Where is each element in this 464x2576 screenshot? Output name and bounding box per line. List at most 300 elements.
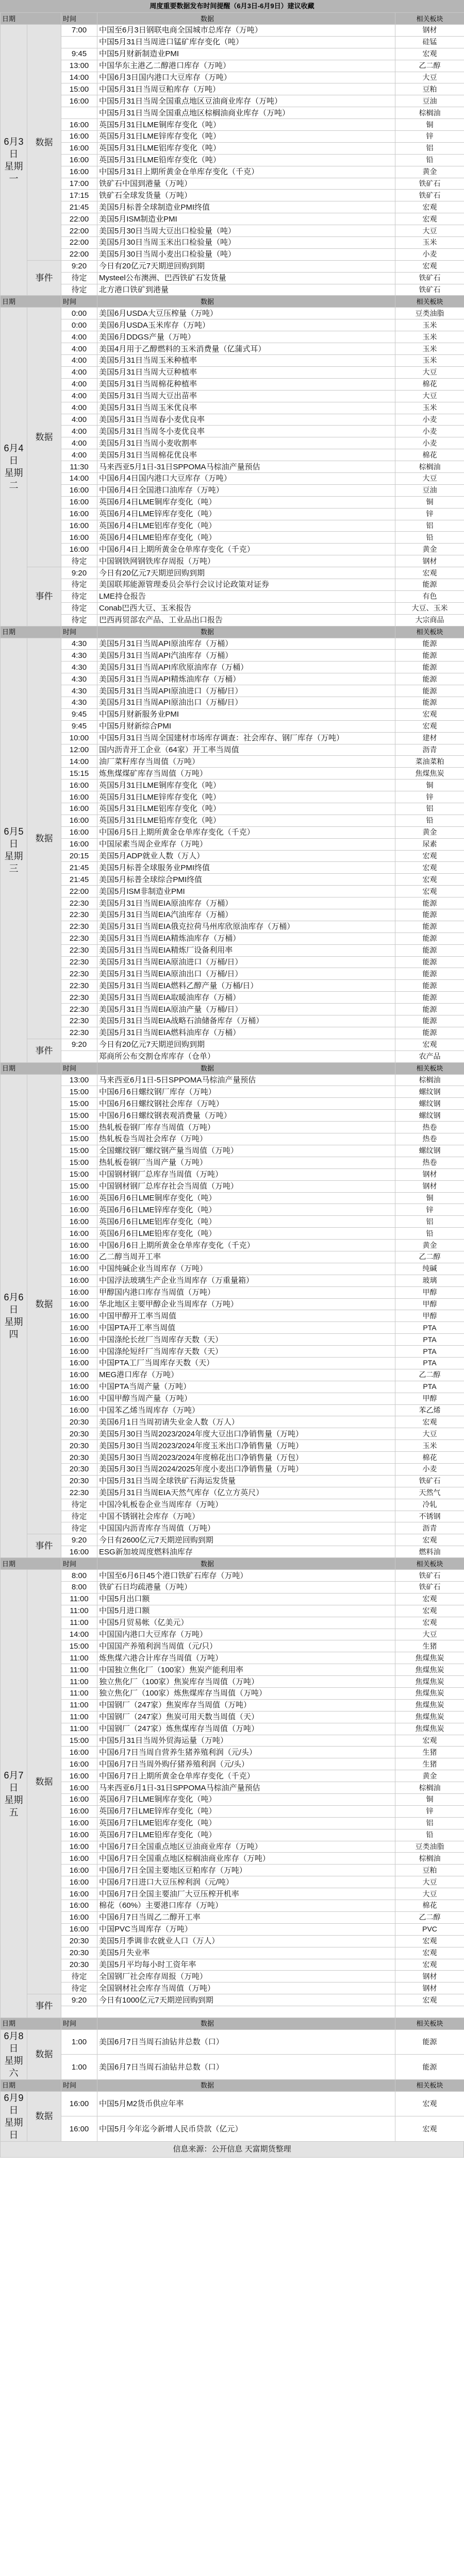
header-sector: 相关板块 <box>395 1558 464 1570</box>
table-row <box>1 1947 464 1959</box>
table-row <box>1 154 464 166</box>
release-item: 炼焦煤六港合计库存当周值（万吨） <box>97 1652 395 1664</box>
related-sector: 棕榈油 <box>395 1782 464 1794</box>
release-item: 美国联邦能源管理委员会举行会议讨论政策对证券 <box>97 579 395 590</box>
release-item: 美国6月7日当周石油钻井总数（口） <box>97 2055 395 2080</box>
release-item: 中国至6月6日45个港口铁矿石库存（万吨） <box>97 1570 395 1582</box>
table-row <box>1 319 464 331</box>
release-item: 全国钢材社会库存当周值（万吨） <box>97 1982 395 1994</box>
release-time: 9:20 <box>61 260 97 272</box>
table-row <box>1 2006 464 2018</box>
related-sector: 乙二醇 <box>395 1251 464 1263</box>
table-row <box>1 650 464 662</box>
related-sector: 大豆 <box>395 472 464 484</box>
table-row <box>1 1499 464 1511</box>
table-row <box>1 1145 464 1157</box>
release-time: 16:00 <box>61 826 97 838</box>
header-data: 数据 <box>97 2018 395 2029</box>
release-time: 16:00 <box>61 1758 97 1770</box>
related-sector: PTA <box>395 1381 464 1393</box>
release-time: 4:00 <box>61 355 97 367</box>
release-time: 14:00 <box>61 756 97 768</box>
related-sector: 锌 <box>395 791 464 803</box>
table-row <box>1 567 464 579</box>
release-item: 独立焦化厂（100家）焦炭库存当周值（万吨） <box>97 1676 395 1688</box>
header-sector: 相关板块 <box>395 296 464 308</box>
table-row <box>1 1841 464 1853</box>
table-row <box>1 142 464 154</box>
release-item: 美国5月31日当周EIA燃料乙醇产量（万桶/日） <box>97 980 395 992</box>
release-item: 英国5月31日LME锌库存变化（吨） <box>97 131 395 143</box>
related-sector: 热卷 <box>395 1122 464 1133</box>
table-row <box>1 1794 464 1806</box>
table-row <box>1 60 464 72</box>
table-row <box>1 378 464 390</box>
related-sector: 焦煤焦炭 <box>395 1676 464 1688</box>
table-row <box>1 2116 464 2142</box>
related-sector: 螺纹钢 <box>395 1110 464 1122</box>
release-time: 22:30 <box>61 992 97 1004</box>
release-item: Conab巴西大豆、玉米报告 <box>97 602 395 614</box>
release-time: 16:00 <box>61 1310 97 1322</box>
release-time: 11:30 <box>61 461 97 473</box>
related-sector: 纯碱 <box>395 1263 464 1275</box>
release-time: 16:00 <box>61 1346 97 1358</box>
table-row <box>1 532 464 544</box>
related-sector: 能源 <box>395 2029 464 2055</box>
release-item: 英国6月7日LME铜库存变化（吨） <box>97 1794 395 1806</box>
table-row <box>1 1582 464 1594</box>
table-row <box>1 1676 464 1688</box>
header-date: 日期 <box>1 296 61 308</box>
release-time: 16:00 <box>61 791 97 803</box>
release-time: 17:15 <box>61 190 97 201</box>
release-item: 美国5月31日当周EIA原油产量（万桶/日） <box>97 1004 395 1015</box>
release-item: 美国5月30日当周2023/2024年度玉米出口净销售量（万吨） <box>97 1440 395 1452</box>
table-row <box>1 95 464 107</box>
release-time: 16:00 <box>61 1853 97 1865</box>
release-time: 14:00 <box>61 72 97 83</box>
release-item: 中国涤纶短纤厂当周库存天数（天） <box>97 1346 395 1358</box>
release-item: 中国钢材钢厂总库存当周值（万吨） <box>97 1168 395 1180</box>
release-item: 中国6月6日螺纹钢社会库存（万吨） <box>97 1098 395 1110</box>
related-sector: 铝 <box>395 803 464 815</box>
release-item: 中国5月贸易帐（亿美元） <box>97 1617 395 1629</box>
release-item: 中国国产养殖利润当周值（元/只） <box>97 1640 395 1652</box>
category-cell: 数据 <box>27 1570 61 1994</box>
related-sector: 小麦 <box>395 248 464 260</box>
table-row <box>1 1440 464 1452</box>
release-time: 16:00 <box>61 1192 97 1204</box>
release-item: 中国6月7日当周乙二醇开工率 <box>97 1911 395 1923</box>
release-time: 13:00 <box>61 60 97 72</box>
release-item: 中国5月今年迄今新增人民币贷款（亿元） <box>97 2116 395 2142</box>
table-row <box>1 1888 464 1900</box>
release-item: 中国5月财新制造业PMI <box>97 48 395 60</box>
related-sector: 宏观 <box>395 213 464 225</box>
table-row <box>1 190 464 201</box>
related-sector: 苯乙烯 <box>395 1404 464 1416</box>
table-row <box>1 248 464 260</box>
release-item: 马来西亚6月1日-5日SPPOMA马棕油产量预估 <box>97 1074 395 1086</box>
release-item: 美国5月失业率 <box>97 1947 395 1959</box>
release-time: 14:00 <box>61 472 97 484</box>
related-sector: 能源 <box>395 968 464 980</box>
category-cell: 事件 <box>27 1994 61 2018</box>
release-item: 英国5月31日LME铝库存变化（吨） <box>97 803 395 815</box>
table-row <box>1 390 464 402</box>
day-weekday: 星期三 <box>4 851 23 874</box>
release-item: 美国5月31日当周玉米种植率 <box>97 355 395 367</box>
release-time: 22:30 <box>61 933 97 944</box>
table-row <box>1 897 464 909</box>
related-sector: 钢材 <box>395 1168 464 1180</box>
table-row <box>1 2029 464 2055</box>
table-row <box>1 1428 464 1440</box>
header-sector: 相关板块 <box>395 13 464 25</box>
related-sector: 能源 <box>395 697 464 708</box>
table-row <box>1 791 464 803</box>
category-cell: 事件 <box>27 260 61 296</box>
table-row <box>1 402 464 414</box>
release-item: 美国5月31日当周EIA原油出口（万桶/日） <box>97 968 395 980</box>
related-sector: 小麦 <box>395 1463 464 1475</box>
related-sector: 铁矿石 <box>395 272 464 284</box>
day-cell <box>1 25 27 296</box>
related-sector: 乙二醇 <box>395 60 464 72</box>
related-sector: 宏观 <box>395 862 464 874</box>
table-row <box>1 779 464 791</box>
release-item: 英国6月6日LME铝库存变化（吨） <box>97 1216 395 1228</box>
related-sector: 玻璃 <box>395 1275 464 1286</box>
related-sector: 焦煤焦炭 <box>395 768 464 779</box>
table-row <box>1 1688 464 1700</box>
table-row <box>1 708 464 720</box>
release-time: 16:00 <box>61 154 97 166</box>
related-sector: 宏观 <box>395 1605 464 1617</box>
release-time: 4:00 <box>61 414 97 426</box>
table-row <box>1 1770 464 1782</box>
release-time: 22:30 <box>61 1015 97 1027</box>
related-sector: 铅 <box>395 154 464 166</box>
related-sector: 能源 <box>395 673 464 685</box>
table-row <box>1 838 464 850</box>
related-sector: 宏观 <box>395 567 464 579</box>
day-weekday: 星期日 <box>4 2117 23 2140</box>
release-item: 英国5月31日LME铅库存变化（吨） <box>97 815 395 826</box>
table-row <box>1 1086 464 1098</box>
release-time: 4:00 <box>61 378 97 390</box>
header-time: 时间 <box>61 296 97 308</box>
release-time: 16:00 <box>61 1888 97 1900</box>
release-item: 美国5月31日当周API原油进口（万桶/日） <box>97 685 395 697</box>
release-time: 16:00 <box>61 131 97 143</box>
release-time: 16:00 <box>61 95 97 107</box>
release-item: 中国冷轧板卷企业当周库存（万吨） <box>97 1499 395 1511</box>
release-item: 郑商所公布交割仓库库存（仓单） <box>97 1050 395 1062</box>
release-time: 11:00 <box>61 1723 97 1735</box>
release-item: 中国钢材钢厂总库存社会当周值（万吨） <box>97 1180 395 1192</box>
table-row <box>1 1475 464 1487</box>
release-time: 待定 <box>61 1522 97 1534</box>
release-time: 16:00 <box>61 1770 97 1782</box>
table-row <box>1 1381 464 1393</box>
related-sector: 能源 <box>395 650 464 662</box>
header-sector: 相关板块 <box>395 2018 464 2029</box>
release-time: 待定 <box>61 1499 97 1511</box>
related-sector: 锌 <box>395 508 464 520</box>
release-time: 15:00 <box>61 1168 97 1180</box>
release-item: ESG新加坡周度燃料油库存 <box>97 1546 395 1558</box>
release-time: 11:00 <box>61 1605 97 1617</box>
table-row <box>1 544 464 555</box>
related-sector: 黄金 <box>395 826 464 838</box>
table-row <box>1 1204 464 1216</box>
release-time: 15:00 <box>61 1110 97 1122</box>
release-item: 全国钢厂社会库存周报（万吨） <box>97 1971 395 1982</box>
release-time: 16:00 <box>61 1263 97 1275</box>
table-row <box>1 1416 464 1428</box>
table-row <box>1 1157 464 1168</box>
related-sector: PTA <box>395 1322 464 1334</box>
related-sector: 能源 <box>395 579 464 590</box>
related-sector: 小麦 <box>395 414 464 426</box>
release-time: 4:00 <box>61 437 97 449</box>
table-row <box>1 1735 464 1747</box>
release-item: 中国独立焦化厂（100家）焦炭产能利用率 <box>97 1664 395 1676</box>
table-row <box>1 803 464 815</box>
release-time: 20:30 <box>61 1475 97 1487</box>
header-row <box>1 1558 464 1570</box>
related-sector: 甲醇 <box>395 1393 464 1404</box>
category-cell: 数据 <box>27 308 61 567</box>
table-row <box>1 1322 464 1334</box>
related-sector: 农产品 <box>395 1050 464 1062</box>
release-item: 油厂菜籽库存当周值（万吨） <box>97 756 395 768</box>
release-item: 中国PTA工厂当周库存天数（天） <box>97 1357 395 1369</box>
release-item: 美国5月31日当周玉米优良率 <box>97 402 395 414</box>
table-row <box>1 225 464 237</box>
release-item: 美国5月31日当周小麦收割率 <box>97 437 395 449</box>
release-item: 马来西亚6月1日-31日SPPOMA马棕油产量预估 <box>97 1782 395 1794</box>
related-sector: 棉花 <box>395 449 464 461</box>
release-item: 中国5月31日当周外贸海运量（万吨） <box>97 1735 395 1747</box>
table-row <box>1 1629 464 1640</box>
release-item: 中国5月31日当周全国建材市场库存调查：社会库存、钢厂库存（万吨） <box>97 732 395 744</box>
table-row <box>1 1522 464 1534</box>
related-sector: 大豆 <box>395 1888 464 1900</box>
related-sector: 宏观 <box>395 260 464 272</box>
table-row <box>1 237 464 249</box>
release-time: 16:00 <box>61 1251 97 1263</box>
release-item: 中国6月7日全国主要油厂大豆压榨开机率 <box>97 1888 395 1900</box>
related-sector: 豆油 <box>395 484 464 496</box>
release-time: 22:00 <box>61 225 97 237</box>
day-cell <box>1 2029 27 2079</box>
release-item: 美国5月31日当周API精炼油库存（万桶） <box>97 673 395 685</box>
release-item: 中国5月31日当周全球铁矿石海运发货量 <box>97 1475 395 1487</box>
related-sector: 黄金 <box>395 544 464 555</box>
release-time: 16:00 <box>61 1782 97 1794</box>
release-time: 4:30 <box>61 673 97 685</box>
table-row <box>1 1039 464 1050</box>
day-weekday: 星期一 <box>4 161 23 184</box>
release-time: 待定 <box>61 1982 97 1994</box>
related-sector: 有色 <box>395 590 464 602</box>
related-sector: 玉米 <box>395 402 464 414</box>
release-item: 美国5月30日当周2023/2024年度大豆出口净销售量（万吨） <box>97 1428 395 1440</box>
related-sector: 铁矿石 <box>395 178 464 190</box>
release-time: 16:00 <box>61 2091 97 2116</box>
related-sector: 棕榈油 <box>395 1074 464 1086</box>
release-item: 中国纯碱企业当周库存（万吨） <box>97 1263 395 1275</box>
day-date: 6月8日 <box>4 2030 24 2054</box>
release-item: 英国6月6日LME铜库存变化（吨） <box>97 1192 395 1204</box>
related-sector: 豆粕 <box>395 1865 464 1876</box>
table-row <box>1 1935 464 1947</box>
table-row <box>1 331 464 343</box>
release-item: 美国6月7日当周石油钻井总数（口） <box>97 2029 395 2055</box>
source-footer: 信息来源：公开信息 天富期货整理 <box>0 2142 464 2158</box>
table-row <box>1 590 464 602</box>
related-sector: 能源 <box>395 662 464 673</box>
release-item: 中国6月7日全国主要地区豆粕库存（万吨） <box>97 1865 395 1876</box>
category-cell: 事件 <box>27 1534 61 1558</box>
table-row <box>1 1982 464 1994</box>
release-time: 11:00 <box>61 1699 97 1711</box>
release-item: 英国6月4日LME锌库存变化（吨） <box>97 508 395 520</box>
release-time: 9:20 <box>61 1039 97 1050</box>
release-item: 中国不锈钢社会库存（万吨） <box>97 1511 395 1522</box>
table-row <box>1 166 464 178</box>
table-row <box>1 272 464 284</box>
table-row <box>1 414 464 426</box>
related-sector: 宏观 <box>395 2116 464 2142</box>
release-item: 美国5月ISM制造业PMI <box>97 213 395 225</box>
release-time: 20:15 <box>61 850 97 862</box>
release-time: 4:00 <box>61 426 97 437</box>
related-sector: 乙二醇 <box>395 1369 464 1381</box>
release-time: 4:00 <box>61 390 97 402</box>
table-row <box>1 614 464 626</box>
release-item: 英国5月31日LME锌库存变化（吨） <box>97 791 395 803</box>
release-item: 中国6月3日国内港口大豆库存（万吨） <box>97 72 395 83</box>
release-item: 美国5月30日当周2023/2024年度棉花出口净销售量（万包） <box>97 1452 395 1464</box>
release-item: 中国6月5日上期所黄金仓单库存变化（千克） <box>97 826 395 838</box>
release-time: 22:00 <box>61 237 97 249</box>
release-item: 英国6月4日LME铅库存变化（吨） <box>97 532 395 544</box>
release-time: 4:00 <box>61 449 97 461</box>
release-time: 16:00 <box>61 484 97 496</box>
related-sector: 螺纹钢 <box>395 1145 464 1157</box>
table-row <box>1 1180 464 1192</box>
table-row <box>1 1782 464 1794</box>
related-sector: 焦煤焦炭 <box>395 1664 464 1676</box>
header-date: 日期 <box>1 13 61 25</box>
table-row <box>1 1758 464 1770</box>
release-item: 中国6月7日当周自营养生猪养殖利润（元/头） <box>97 1747 395 1758</box>
related-sector: 能源 <box>395 921 464 933</box>
table-row <box>1 343 464 355</box>
header-data: 数据 <box>97 1558 395 1570</box>
release-time: 16:00 <box>61 520 97 532</box>
release-item: 美国5月31日当周棉花优良率 <box>97 449 395 461</box>
release-time: 20:30 <box>61 1947 97 1959</box>
release-item: 棉花（60%）主要港口库存（万吨） <box>97 1900 395 1912</box>
release-item: 中国PVC当周库存（万吨） <box>97 1923 395 1935</box>
release-item: 美国5月31日当周EIA精炼油库存（万桶） <box>97 933 395 944</box>
release-time: 21:45 <box>61 874 97 886</box>
related-sector: 豆类油脂 <box>395 308 464 319</box>
related-sector: 钢材 <box>395 1971 464 1982</box>
related-sector: 玉米 <box>395 319 464 331</box>
day-cell <box>1 1570 27 2018</box>
release-time: 11:00 <box>61 1617 97 1629</box>
release-time: 14:00 <box>61 1629 97 1640</box>
related-sector: 宏观 <box>395 1534 464 1546</box>
header-data: 数据 <box>97 2079 395 2091</box>
release-item: 美国5月31日当周春小麦优良率 <box>97 414 395 426</box>
table-row <box>1 1074 464 1086</box>
table-row <box>1 1192 464 1204</box>
release-time: 22:30 <box>61 897 97 909</box>
table-row <box>1 131 464 143</box>
table-row <box>1 1534 464 1546</box>
release-item: 美国6月USDA玉米库存（万吨） <box>97 319 395 331</box>
related-sector: 豆粕 <box>395 83 464 95</box>
related-sector: 宏观 <box>395 886 464 897</box>
table-row <box>1 1900 464 1912</box>
table-row <box>1 72 464 83</box>
release-time: 16:00 <box>61 1381 97 1393</box>
release-time: 22:30 <box>61 956 97 968</box>
table-row <box>1 956 464 968</box>
release-time: 待定 <box>61 555 97 567</box>
related-sector: 热卷 <box>395 1157 464 1168</box>
release-time: 16:00 <box>61 1404 97 1416</box>
table-row <box>1 1133 464 1145</box>
table-row <box>1 1168 464 1180</box>
related-sector: 玉米 <box>395 355 464 367</box>
related-sector: 棉花 <box>395 1452 464 1464</box>
table-row <box>1 874 464 886</box>
header-row <box>1 296 464 308</box>
table-row <box>1 1004 464 1015</box>
table-row <box>1 496 464 508</box>
release-time: 8:00 <box>61 1570 97 1582</box>
release-time: 16:00 <box>61 1747 97 1758</box>
release-item: 中国5月31日当周豆粕库存（万吨） <box>97 83 395 95</box>
table-row <box>1 2091 464 2116</box>
related-sector: 能源 <box>395 933 464 944</box>
related-sector: 大豆 <box>395 366 464 378</box>
release-time: 20:30 <box>61 1428 97 1440</box>
related-sector: 宏观 <box>395 1735 464 1747</box>
release-time: 1:00 <box>61 2029 97 2055</box>
release-time: 22:30 <box>61 1487 97 1499</box>
table-row <box>1 555 464 567</box>
header-date: 日期 <box>1 2018 61 2029</box>
release-item: 中国尿素当周企业库存（万吨） <box>97 838 395 850</box>
release-time: 11:00 <box>61 1593 97 1605</box>
release-time: 16:00 <box>61 1923 97 1935</box>
related-sector: 沥青 <box>395 1522 464 1534</box>
release-time: 16:00 <box>61 496 97 508</box>
related-sector: 棕榈油 <box>395 107 464 119</box>
release-time: 22:00 <box>61 248 97 260</box>
release-time: 16:00 <box>61 838 97 850</box>
release-time: 15:00 <box>61 1157 97 1168</box>
